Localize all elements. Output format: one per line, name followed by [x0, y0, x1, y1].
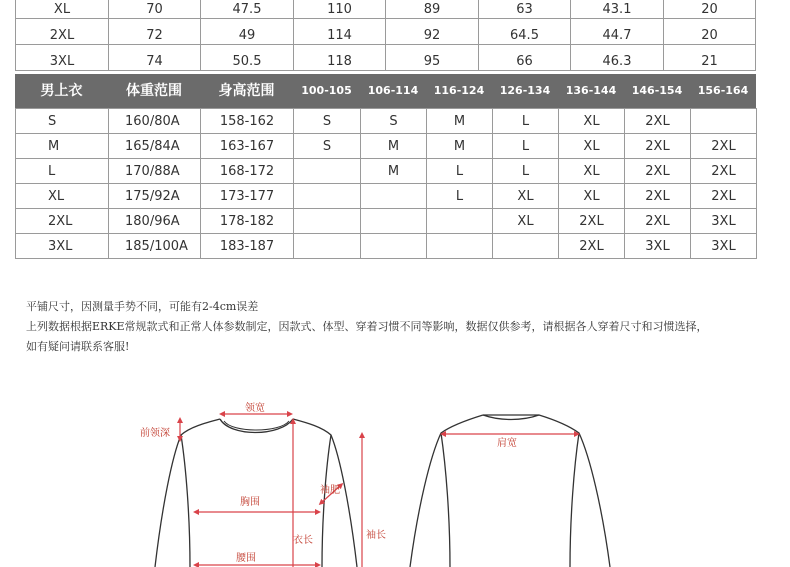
header-cell: 106-114 — [367, 84, 419, 97]
table-cell — [361, 234, 427, 259]
header-cell: 116-124 — [433, 84, 485, 97]
table-cell: 2XL — [559, 209, 625, 234]
table-cell: 158-162 — [201, 109, 294, 134]
table-cell: M — [361, 159, 427, 184]
table-cell: 92 — [386, 19, 479, 45]
table-cell: 89 — [386, 0, 479, 19]
table-cell: 2XL — [625, 209, 691, 234]
table-cell: 178-182 — [201, 209, 294, 234]
table-cell: 114 — [294, 19, 386, 45]
table-cell: 50.5 — [201, 45, 294, 71]
table-cell: L — [427, 159, 493, 184]
table-cell: S — [361, 109, 427, 134]
table-cell: XL — [16, 0, 109, 19]
header-cell: 100-105 — [301, 84, 352, 97]
table-cell — [294, 159, 361, 184]
table-cell — [294, 209, 361, 234]
table-cell: XL — [559, 184, 625, 209]
table-cell: 110 — [294, 0, 386, 19]
label-sleeve-length: 袖长 — [366, 530, 386, 541]
table-cell: S — [16, 109, 109, 134]
table-cell: 3XL — [16, 45, 109, 71]
table-cell: S — [294, 134, 361, 159]
header-cell: 身高范围 — [218, 83, 275, 99]
table-row — [16, 134, 757, 159]
table-cell: 170/88A — [109, 159, 201, 184]
table-row — [16, 45, 756, 71]
size-table — [15, 108, 757, 259]
table-cell: 2XL — [691, 134, 757, 159]
table-cell — [294, 234, 361, 259]
table-cell — [361, 184, 427, 209]
table-cell: 173-177 — [201, 184, 294, 209]
label-collar-width: 领宽 — [245, 403, 265, 414]
table-cell: 168-172 — [201, 159, 294, 184]
table-cell: L — [16, 159, 109, 184]
header-cell: 146-154 — [631, 84, 683, 97]
table-cell — [427, 234, 493, 259]
table-cell: XL — [559, 159, 625, 184]
table-cell: 118 — [294, 45, 386, 71]
table-cell: 95 — [386, 45, 479, 71]
table-cell: 2XL — [16, 19, 109, 45]
header-cell: 126-134 — [499, 84, 551, 97]
table-cell: XL — [16, 184, 109, 209]
table-row — [16, 109, 757, 134]
table-cell: 2XL — [691, 184, 757, 209]
table-row — [16, 234, 757, 259]
table-cell: 46.3 — [571, 45, 664, 71]
header-cell: 体重范围 — [126, 83, 182, 99]
table-cell: XL — [493, 184, 559, 209]
table-cell — [427, 209, 493, 234]
table-cell: M — [361, 134, 427, 159]
table-cell: 3XL — [691, 234, 757, 259]
table-cell: 2XL — [625, 159, 691, 184]
label-chest: 胸围 — [240, 497, 260, 508]
label-front-collar-depth: 前领深 — [140, 428, 170, 439]
size-table-header — [15, 74, 756, 108]
table-cell: XL — [559, 109, 625, 134]
table-cell: 66 — [479, 45, 571, 71]
note-line-1: 平铺尺寸，因测量手势不同，可能有2-4cm误差 — [26, 300, 259, 313]
header-cell: 男上衣 — [40, 83, 83, 99]
table-cell: 64.5 — [479, 19, 571, 45]
table-cell: 180/96A — [109, 209, 201, 234]
table-cell: L — [493, 134, 559, 159]
table-cell: XL — [493, 209, 559, 234]
table-cell: 72 — [109, 19, 201, 45]
table-cell: 3XL — [625, 234, 691, 259]
table-cell: L — [427, 184, 493, 209]
table-cell: 3XL — [691, 209, 757, 234]
table-cell: 20 — [664, 0, 756, 19]
table-cell: XL — [559, 134, 625, 159]
table-cell: 21 — [664, 45, 756, 71]
table-cell: 165/84A — [109, 134, 201, 159]
table-row — [16, 19, 756, 45]
table-cell: 2XL — [559, 234, 625, 259]
table-cell — [493, 234, 559, 259]
table-cell: 175/92A — [109, 184, 201, 209]
table-cell: M — [427, 109, 493, 134]
table-row — [16, 0, 756, 19]
table-cell: 20 — [664, 19, 756, 45]
label-length: 衣长 — [293, 535, 313, 546]
table-cell: 70 — [109, 0, 201, 19]
table-cell: 2XL — [691, 159, 757, 184]
table-cell: L — [493, 159, 559, 184]
table-row — [16, 159, 757, 184]
table-cell: 2XL — [625, 134, 691, 159]
table-cell: 47.5 — [201, 0, 294, 19]
table-cell — [691, 109, 757, 134]
table-cell: 63 — [479, 0, 571, 19]
label-sleeve-width: 袖肥 — [320, 485, 340, 496]
table-cell: 3XL — [16, 234, 109, 259]
table-cell: 44.7 — [571, 19, 664, 45]
table-cell: M — [16, 134, 109, 159]
table-cell: 183-187 — [201, 234, 294, 259]
table-cell: 74 — [109, 45, 201, 71]
header-cell: 156-164 — [697, 84, 749, 97]
size-table-top — [15, 0, 756, 71]
note-line-2: 上列数据根据ERKE常规款式和正常人体参数制定，因款式、体型、穿着习惯不同等影响，数据仅供参考，请根据各人穿着尺寸和习惯选择， — [26, 320, 708, 333]
table-row — [16, 184, 757, 209]
table-cell: S — [294, 109, 361, 134]
table-cell: 160/80A — [109, 109, 201, 134]
header-cell: 136-144 — [565, 84, 617, 97]
table-cell: 43.1 — [571, 0, 664, 19]
table-cell — [294, 184, 361, 209]
table-cell — [361, 209, 427, 234]
note-line-3: 如有疑问请联系客服! — [26, 340, 130, 353]
table-cell: L — [493, 109, 559, 134]
table-cell: 49 — [201, 19, 294, 45]
table-cell: 2XL — [625, 184, 691, 209]
table-cell: 163-167 — [201, 134, 294, 159]
table-cell: M — [427, 134, 493, 159]
table-cell: 2XL — [16, 209, 109, 234]
table-row — [16, 209, 757, 234]
label-shoulder: 肩宽 — [497, 438, 517, 449]
table-cell: 185/100A — [109, 234, 201, 259]
label-waist: 腰围 — [236, 553, 256, 564]
garment-diagram — [0, 397, 790, 567]
table-cell: 2XL — [625, 109, 691, 134]
